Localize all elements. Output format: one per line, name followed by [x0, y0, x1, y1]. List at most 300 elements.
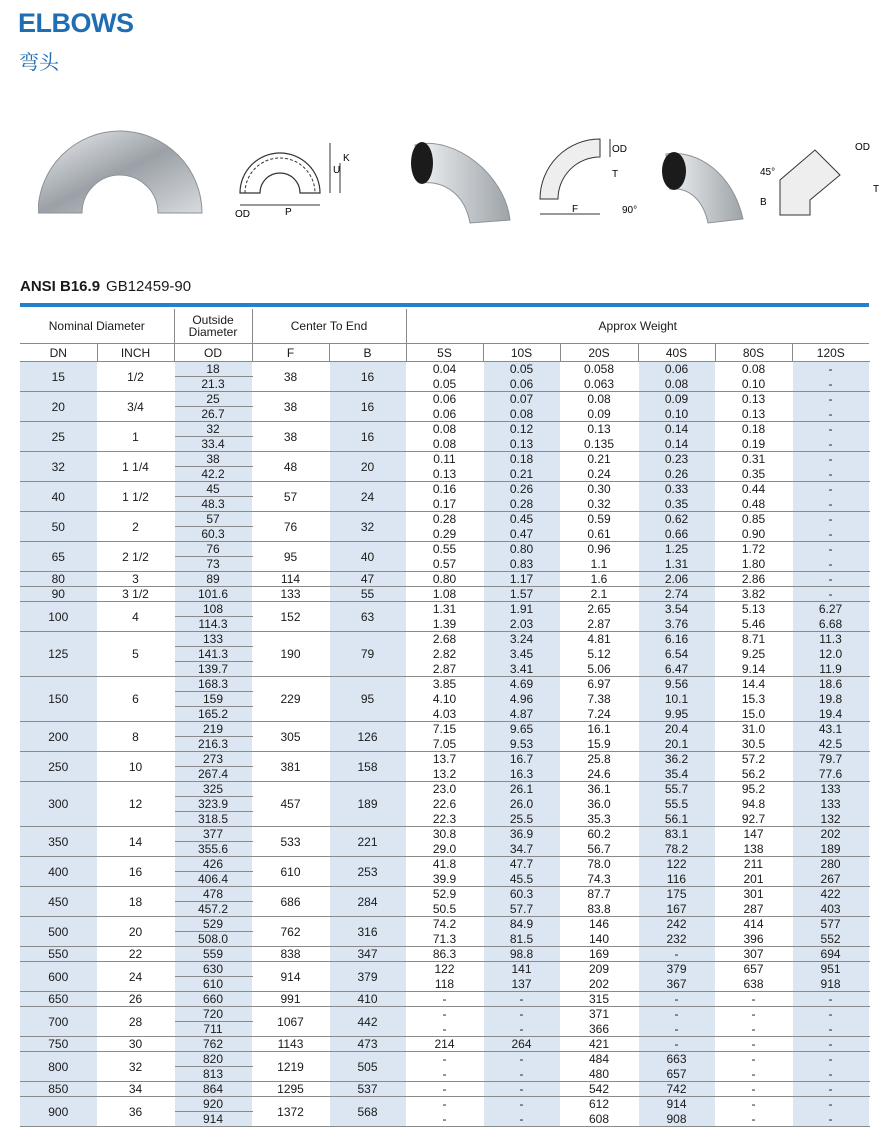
cell-weight-120s: - — [792, 1022, 869, 1037]
cell-weight-5s: - — [406, 1067, 483, 1082]
cell-weight-10s: 0.07 — [483, 392, 560, 407]
cell-weight-40s: 20.4 — [638, 722, 715, 737]
cell-od: 89 — [174, 572, 252, 587]
cell-weight-120s: - — [792, 572, 869, 587]
cell-inch: 32 — [97, 1052, 174, 1082]
cell-weight-120s: 202 — [792, 827, 869, 842]
cell-weight-10s: 36.9 — [483, 827, 560, 842]
cell-weight-20s: 0.59 — [560, 512, 638, 527]
table-row — [20, 587, 869, 602]
cell-weight-20s: 169 — [560, 947, 638, 962]
cell-weight-10s: 0.80 — [483, 542, 560, 557]
cell-weight-40s: 0.09 — [638, 392, 715, 407]
cell-weight-20s: 0.24 — [560, 467, 638, 482]
cell-weight-120s: - — [792, 527, 869, 542]
cell-weight-40s: 242 — [638, 917, 715, 932]
cell-weight-40s: 0.66 — [638, 527, 715, 542]
cell-weight-20s: 15.9 — [560, 737, 638, 752]
cell-od: 26.7 — [174, 407, 252, 422]
cell-inch: 4 — [97, 602, 174, 632]
cell-weight-10s: - — [483, 992, 560, 1007]
table-row — [20, 602, 869, 617]
col-header-f: F — [252, 344, 329, 362]
cell-weight-10s: 60.3 — [483, 887, 560, 902]
cell-weight-20s: 4.81 — [560, 632, 638, 647]
cell-weight-120s: 11.9 — [792, 662, 869, 677]
cell-od: 73 — [174, 557, 252, 572]
cell-b: 126 — [329, 722, 406, 752]
col-header-80s: 80S — [715, 344, 792, 362]
cell-weight-120s: 79.7 — [792, 752, 869, 767]
cell-b: 55 — [329, 587, 406, 602]
cell-inch: 30 — [97, 1037, 174, 1052]
header-center: Center To End — [252, 309, 406, 344]
cell-b: 32 — [329, 512, 406, 542]
cell-weight-80s: 414 — [715, 917, 792, 932]
cell-weight-20s: 209 — [560, 962, 638, 977]
cell-weight-120s: 918 — [792, 977, 869, 992]
cell-weight-20s: 146 — [560, 917, 638, 932]
cell-b: 16 — [329, 422, 406, 452]
cell-weight-5s: - — [406, 1052, 483, 1067]
cell-weight-5s: 4.03 — [406, 707, 483, 722]
cell-weight-10s: 16.7 — [483, 752, 560, 767]
cell-od: 914 — [174, 1112, 252, 1127]
cell-weight-5s: 1.31 — [406, 602, 483, 617]
cell-weight-80s: 396 — [715, 932, 792, 947]
cell-weight-10s: 1.17 — [483, 572, 560, 587]
od-label: OD — [855, 142, 870, 153]
cell-weight-20s: 202 — [560, 977, 638, 992]
cell-weight-20s: 78.0 — [560, 857, 638, 872]
cell-weight-10s: - — [483, 1022, 560, 1037]
table-row — [20, 1052, 869, 1067]
cell-weight-120s: - — [792, 587, 869, 602]
cell-weight-20s: 0.61 — [560, 527, 638, 542]
cell-weight-40s: 379 — [638, 962, 715, 977]
cell-od: 820 — [174, 1052, 252, 1067]
cell-weight-120s: - — [792, 437, 869, 452]
cell-weight-40s: 3.54 — [638, 602, 715, 617]
cell-weight-40s: 122 — [638, 857, 715, 872]
cell-weight-10s: - — [483, 1082, 560, 1097]
cell-weight-40s: 0.23 — [638, 452, 715, 467]
cell-weight-40s: 0.14 — [638, 437, 715, 452]
cell-b: 253 — [329, 857, 406, 887]
table-row — [20, 542, 869, 557]
cell-b: 568 — [329, 1097, 406, 1127]
cell-weight-120s: 43.1 — [792, 722, 869, 737]
cell-f: 762 — [252, 917, 329, 947]
cell-weight-40s: 175 — [638, 887, 715, 902]
cell-weight-10s: - — [483, 1052, 560, 1067]
cell-od: 273 — [174, 752, 252, 767]
cell-weight-80s: 0.19 — [715, 437, 792, 452]
cell-weight-40s: 0.06 — [638, 362, 715, 377]
cell-weight-120s: 42.5 — [792, 737, 869, 752]
cell-weight-40s: 36.2 — [638, 752, 715, 767]
cell-weight-120s: 189 — [792, 842, 869, 857]
cell-weight-5s: 39.9 — [406, 872, 483, 887]
cell-weight-10s: 0.06 — [483, 377, 560, 392]
cell-weight-120s: - — [792, 1097, 869, 1112]
cell-dn: 80 — [20, 572, 97, 587]
cell-od: 711 — [174, 1022, 252, 1037]
cell-f: 1372 — [252, 1097, 329, 1127]
cell-weight-40s: - — [638, 1037, 715, 1052]
cell-weight-40s: 0.35 — [638, 497, 715, 512]
cell-weight-120s: 267 — [792, 872, 869, 887]
cell-b: 221 — [329, 827, 406, 857]
table-row — [20, 512, 869, 527]
cell-weight-20s: 608 — [560, 1112, 638, 1127]
cell-weight-80s: 0.35 — [715, 467, 792, 482]
cell-weight-40s: 0.62 — [638, 512, 715, 527]
cell-inch: 28 — [97, 1007, 174, 1037]
cell-weight-120s: 18.6 — [792, 677, 869, 692]
product-figures — [0, 115, 889, 225]
cell-f: 48 — [252, 452, 329, 482]
table-row — [20, 752, 869, 767]
cell-inch: 6 — [97, 677, 174, 722]
cell-od: 21.3 — [174, 377, 252, 392]
cell-od: 813 — [174, 1067, 252, 1082]
cell-weight-120s: - — [792, 512, 869, 527]
standard-heading — [20, 278, 191, 295]
cell-weight-20s: 36.1 — [560, 782, 638, 797]
standard-secondary: GB12459-90 — [106, 278, 192, 295]
cell-weight-5s: - — [406, 1097, 483, 1112]
cell-weight-120s: - — [792, 407, 869, 422]
cell-dn: 700 — [20, 1007, 97, 1037]
cell-weight-20s: 0.058 — [560, 362, 638, 377]
cell-weight-40s: - — [638, 1022, 715, 1037]
cell-weight-10s: 26.1 — [483, 782, 560, 797]
cell-inch: 22 — [97, 947, 174, 962]
cell-weight-80s: 657 — [715, 962, 792, 977]
cell-f: 838 — [252, 947, 329, 962]
cell-od: 630 — [174, 962, 252, 977]
cell-weight-5s: 0.11 — [406, 452, 483, 467]
cell-weight-80s: 2.86 — [715, 572, 792, 587]
cell-weight-40s: 0.26 — [638, 467, 715, 482]
cell-weight-5s: 74.2 — [406, 917, 483, 932]
cell-weight-40s: 6.47 — [638, 662, 715, 677]
cell-weight-80s: 301 — [715, 887, 792, 902]
cell-weight-120s: 6.68 — [792, 617, 869, 632]
cell-inch: 20 — [97, 917, 174, 947]
cell-f: 38 — [252, 392, 329, 422]
cell-weight-20s: 542 — [560, 1082, 638, 1097]
cell-weight-5s: 4.10 — [406, 692, 483, 707]
cell-f: 190 — [252, 632, 329, 677]
elbow-spec-table — [20, 309, 870, 1127]
elbow-90-drawing — [530, 129, 645, 224]
cell-weight-80s: 0.13 — [715, 392, 792, 407]
cell-weight-40s: - — [638, 947, 715, 962]
cell-weight-120s: - — [792, 1007, 869, 1022]
cell-weight-20s: 25.8 — [560, 752, 638, 767]
cell-weight-40s: 56.1 — [638, 812, 715, 827]
cell-weight-20s: 74.3 — [560, 872, 638, 887]
cell-weight-80s: 138 — [715, 842, 792, 857]
cell-weight-5s: 0.04 — [406, 362, 483, 377]
cell-f: 305 — [252, 722, 329, 752]
cell-f: 610 — [252, 857, 329, 887]
cell-weight-10s: 0.45 — [483, 512, 560, 527]
cell-weight-10s: 25.5 — [483, 812, 560, 827]
cell-weight-10s: 45.5 — [483, 872, 560, 887]
cell-weight-80s: 94.8 — [715, 797, 792, 812]
cell-weight-5s: - — [406, 1082, 483, 1097]
cell-weight-40s: 9.56 — [638, 677, 715, 692]
cell-f: 76 — [252, 512, 329, 542]
cell-od: 76 — [174, 542, 252, 557]
col-header-40s: 40S — [638, 344, 715, 362]
cell-weight-80s: - — [715, 1097, 792, 1112]
cell-weight-120s: - — [792, 1067, 869, 1082]
cell-weight-20s: 6.97 — [560, 677, 638, 692]
cell-weight-10s: 0.13 — [483, 437, 560, 452]
cell-weight-80s: - — [715, 1067, 792, 1082]
table-row — [20, 632, 869, 647]
cell-od: 323.9 — [174, 797, 252, 812]
cell-od: 267.4 — [174, 767, 252, 782]
cell-weight-120s: 6.27 — [792, 602, 869, 617]
cell-b: 40 — [329, 542, 406, 572]
cell-weight-10s: 1.91 — [483, 602, 560, 617]
cell-weight-10s: 3.24 — [483, 632, 560, 647]
cell-od: 318.5 — [174, 812, 252, 827]
cell-b: 347 — [329, 947, 406, 962]
cell-weight-10s: 34.7 — [483, 842, 560, 857]
col-header-10s: 10S — [483, 344, 560, 362]
cell-weight-40s: 3.76 — [638, 617, 715, 632]
cell-weight-20s: 1.6 — [560, 572, 638, 587]
cell-weight-20s: 315 — [560, 992, 638, 1007]
cell-weight-80s: 57.2 — [715, 752, 792, 767]
cell-weight-5s: 0.13 — [406, 467, 483, 482]
table-row — [20, 1082, 869, 1097]
cell-weight-5s: 0.06 — [406, 392, 483, 407]
cell-dn: 15 — [20, 362, 97, 392]
cell-weight-120s: 133 — [792, 797, 869, 812]
cell-weight-10s: 0.83 — [483, 557, 560, 572]
cell-inch: 3/4 — [97, 392, 174, 422]
cell-weight-80s: - — [715, 1037, 792, 1052]
cell-inch: 18 — [97, 887, 174, 917]
cell-od: 32 — [174, 422, 252, 437]
cell-weight-80s: 0.48 — [715, 497, 792, 512]
cell-od: 529 — [174, 917, 252, 932]
cell-weight-5s: 0.08 — [406, 437, 483, 452]
cell-b: 442 — [329, 1007, 406, 1037]
cell-inch: 12 — [97, 782, 174, 827]
angle-90-label: 90° — [622, 205, 638, 216]
cell-od: 159 — [174, 692, 252, 707]
cell-dn: 50 — [20, 512, 97, 542]
cell-weight-5s: 0.29 — [406, 527, 483, 542]
table-row — [20, 677, 869, 692]
cell-weight-10s: 0.26 — [483, 482, 560, 497]
cell-b: 16 — [329, 392, 406, 422]
cell-f: 914 — [252, 962, 329, 992]
table-row — [20, 827, 869, 842]
cell-b: 284 — [329, 887, 406, 917]
cell-od: 660 — [174, 992, 252, 1007]
cell-weight-10s: 9.65 — [483, 722, 560, 737]
cell-weight-5s: - — [406, 1007, 483, 1022]
cell-od: 42.2 — [174, 467, 252, 482]
cell-weight-40s: - — [638, 992, 715, 1007]
cell-b: 79 — [329, 632, 406, 677]
cell-inch: 2 — [97, 512, 174, 542]
cell-weight-40s: 2.74 — [638, 587, 715, 602]
cell-f: 38 — [252, 422, 329, 452]
cell-od: 108 — [174, 602, 252, 617]
cell-weight-20s: 0.30 — [560, 482, 638, 497]
cell-weight-10s: 137 — [483, 977, 560, 992]
cell-weight-120s: 19.4 — [792, 707, 869, 722]
cell-od: 141.3 — [174, 647, 252, 662]
cell-f: 229 — [252, 677, 329, 722]
cell-od: 168.3 — [174, 677, 252, 692]
cell-b: 158 — [329, 752, 406, 782]
cell-dn: 25 — [20, 422, 97, 452]
cell-weight-20s: 56.7 — [560, 842, 638, 857]
cell-weight-120s: 552 — [792, 932, 869, 947]
cell-od: 25 — [174, 392, 252, 407]
cell-weight-20s: 480 — [560, 1067, 638, 1082]
cell-f: 38 — [252, 362, 329, 392]
cell-dn: 65 — [20, 542, 97, 572]
cell-weight-10s: 3.45 — [483, 647, 560, 662]
cell-weight-40s: 1.25 — [638, 542, 715, 557]
cell-weight-5s: 86.3 — [406, 947, 483, 962]
cell-od: 18 — [174, 362, 252, 377]
cell-dn: 300 — [20, 782, 97, 827]
cell-b: 410 — [329, 992, 406, 1007]
cell-weight-120s: 577 — [792, 917, 869, 932]
f-label: F — [572, 204, 579, 215]
cell-weight-10s: 0.28 — [483, 497, 560, 512]
cell-weight-5s: 0.17 — [406, 497, 483, 512]
cell-weight-40s: 367 — [638, 977, 715, 992]
table-row — [20, 962, 869, 977]
cell-weight-5s: 0.57 — [406, 557, 483, 572]
cell-weight-5s: 2.68 — [406, 632, 483, 647]
cell-weight-40s: 9.95 — [638, 707, 715, 722]
cell-weight-120s: - — [792, 392, 869, 407]
cell-weight-20s: 421 — [560, 1037, 638, 1052]
cell-weight-5s: - — [406, 992, 483, 1007]
cell-od: 133 — [174, 632, 252, 647]
cell-weight-10s: 26.0 — [483, 797, 560, 812]
cell-od: 426 — [174, 857, 252, 872]
cell-weight-80s: - — [715, 1007, 792, 1022]
cell-weight-10s: 264 — [483, 1037, 560, 1052]
cell-f: 991 — [252, 992, 329, 1007]
cell-weight-5s: 1.39 — [406, 617, 483, 632]
cell-f: 1219 — [252, 1052, 329, 1082]
cell-b: 20 — [329, 452, 406, 482]
cell-weight-20s: 87.7 — [560, 887, 638, 902]
standard-main: ANSI B16.9 — [20, 278, 101, 295]
cell-weight-80s: - — [715, 1082, 792, 1097]
cell-weight-20s: 0.21 — [560, 452, 638, 467]
cell-weight-80s: - — [715, 1052, 792, 1067]
cell-weight-5s: 29.0 — [406, 842, 483, 857]
cell-od: 114.3 — [174, 617, 252, 632]
cell-inch: 14 — [97, 827, 174, 857]
cell-weight-5s: 52.9 — [406, 887, 483, 902]
cell-weight-120s: - — [792, 1037, 869, 1052]
cell-weight-120s: - — [792, 557, 869, 572]
cell-weight-40s: 167 — [638, 902, 715, 917]
cell-od: 864 — [174, 1082, 252, 1097]
cell-weight-120s: - — [792, 377, 869, 392]
cell-weight-80s: 9.25 — [715, 647, 792, 662]
cell-weight-80s: - — [715, 1112, 792, 1127]
table-row — [20, 1037, 869, 1052]
table-row — [20, 782, 869, 797]
header-nominal: Nominal Diameter — [20, 309, 174, 344]
cell-weight-80s: 307 — [715, 947, 792, 962]
cell-weight-80s: 31.0 — [715, 722, 792, 737]
cell-dn: 200 — [20, 722, 97, 752]
cell-weight-20s: 16.1 — [560, 722, 638, 737]
cell-weight-40s: 742 — [638, 1082, 715, 1097]
cell-od: 57 — [174, 512, 252, 527]
cell-weight-80s: 9.14 — [715, 662, 792, 677]
cell-weight-80s: 30.5 — [715, 737, 792, 752]
cell-weight-40s: 55.7 — [638, 782, 715, 797]
cell-weight-120s: 132 — [792, 812, 869, 827]
t-label: T — [873, 184, 880, 195]
cell-weight-80s: 95.2 — [715, 782, 792, 797]
table-row — [20, 857, 869, 872]
cell-f: 686 — [252, 887, 329, 917]
cell-weight-10s: 0.18 — [483, 452, 560, 467]
b-label: B — [760, 197, 767, 208]
cell-weight-10s: - — [483, 1067, 560, 1082]
cell-od: 60.3 — [174, 527, 252, 542]
cell-weight-80s: 0.44 — [715, 482, 792, 497]
cell-dn: 800 — [20, 1052, 97, 1082]
cell-weight-80s: 0.08 — [715, 362, 792, 377]
cell-weight-40s: 232 — [638, 932, 715, 947]
cell-dn: 90 — [20, 587, 97, 602]
cell-weight-20s: 24.6 — [560, 767, 638, 782]
col-header-120s: 120S — [792, 344, 869, 362]
cell-od: 139.7 — [174, 662, 252, 677]
cell-weight-40s: 908 — [638, 1112, 715, 1127]
od-label: OD — [235, 209, 250, 220]
cell-dn: 400 — [20, 857, 97, 887]
cell-weight-80s: 638 — [715, 977, 792, 992]
cell-weight-120s: 694 — [792, 947, 869, 962]
cell-weight-5s: 41.8 — [406, 857, 483, 872]
cell-weight-80s: 1.80 — [715, 557, 792, 572]
table-row — [20, 572, 869, 587]
cell-od: 101.6 — [174, 587, 252, 602]
cell-od: 720 — [174, 1007, 252, 1022]
cell-b: 47 — [329, 572, 406, 587]
u-label: U — [333, 165, 341, 176]
cell-weight-40s: 0.33 — [638, 482, 715, 497]
cell-weight-120s: - — [792, 482, 869, 497]
cell-weight-10s: 1.57 — [483, 587, 560, 602]
